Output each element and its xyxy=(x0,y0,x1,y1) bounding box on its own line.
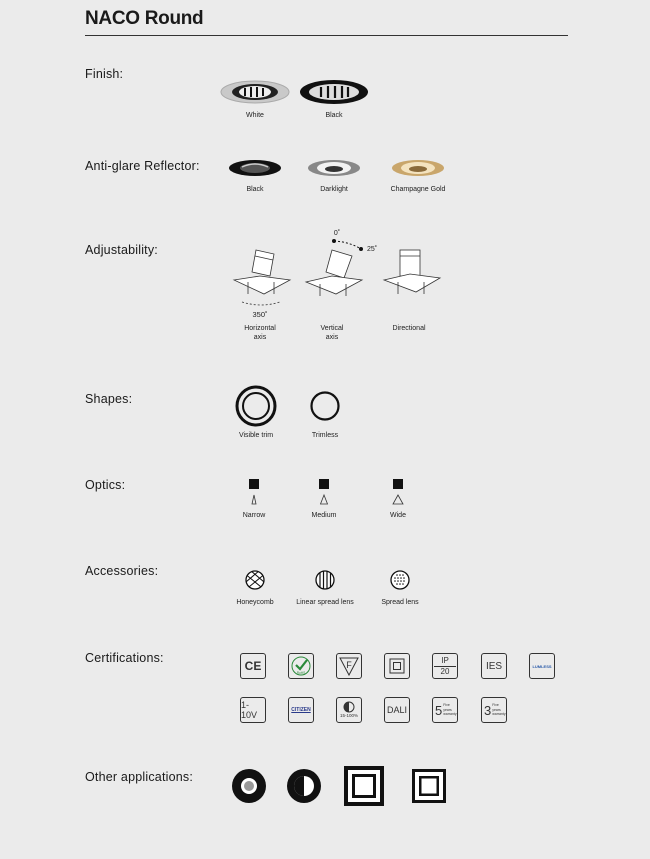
reflector-darklight-image xyxy=(307,158,361,178)
angle-end-label: 25˚ xyxy=(366,246,378,253)
spread-lens-caption: Spread lens xyxy=(381,599,419,606)
certifications-label: Certifications: xyxy=(85,651,164,665)
warranty-5-line3: warranty xyxy=(443,712,457,717)
f-mark-badge xyxy=(336,653,362,679)
directional-diagram xyxy=(380,246,444,302)
ip-text: IP xyxy=(441,655,449,665)
medium-beam-icon xyxy=(316,478,332,508)
wide-beam-icon xyxy=(390,478,406,508)
antiglare-label: Anti-glare Reflector: xyxy=(85,159,200,173)
warranty-5-text xyxy=(443,703,456,717)
horizontal-axis-caption: Horizontal axis xyxy=(244,325,276,341)
finish-black-caption: Black xyxy=(325,112,343,119)
double-square-icon xyxy=(389,658,405,674)
ip20-badge xyxy=(432,653,458,679)
warranty-5-badge xyxy=(432,697,458,723)
linear-spread-lens-caption: Linear spread lens xyxy=(296,599,354,606)
rohs-text: RoHS xyxy=(296,671,306,675)
angle-start-label: 0˚ xyxy=(333,230,341,237)
square-trim-app-icon xyxy=(343,765,385,807)
rohs-badge xyxy=(288,653,314,679)
medium-caption: Medium xyxy=(311,512,337,519)
warranty-3-number: 3 xyxy=(484,702,492,718)
warranty-5-line1: Five xyxy=(443,703,450,708)
shapes-label: Shapes: xyxy=(85,392,133,406)
rohs-check-icon xyxy=(290,655,312,677)
class-ii-badge xyxy=(384,653,410,679)
warranty-3-badge xyxy=(481,697,507,723)
finish-white-image xyxy=(220,79,290,105)
other-applications-label: Other applications: xyxy=(85,770,194,784)
trimless-caption: Trimless xyxy=(311,432,339,439)
ip-rating-text: 20 xyxy=(434,666,456,677)
reflector-champagne-gold-image xyxy=(391,158,445,178)
accessories-label: Accessories: xyxy=(85,564,159,578)
trimless-icon xyxy=(309,390,341,422)
warranty-5-line2: years xyxy=(443,707,452,712)
warranty-3-line1: Five xyxy=(492,703,499,708)
f-mark-text: F xyxy=(346,660,352,670)
horizontal-axis-diagram xyxy=(230,246,292,312)
ce-badge: CE xyxy=(240,653,266,679)
square-trimless-app-icon xyxy=(411,768,447,804)
vertical-axis-diagram xyxy=(300,230,380,312)
page-title: NACO Round xyxy=(85,8,204,29)
directional-caption: Directional xyxy=(392,325,426,332)
finish-label: Finish: xyxy=(85,67,124,81)
spread-lens-icon xyxy=(389,569,411,591)
wide-caption: Wide xyxy=(390,512,406,519)
title-divider xyxy=(85,35,568,36)
dim-range-text: 15-100% xyxy=(339,713,358,718)
warranty-3-line2: years xyxy=(492,707,501,712)
honeycomb-icon xyxy=(244,569,266,591)
finish-black-image xyxy=(299,78,369,106)
vertical-axis-caption: Vertical axis xyxy=(320,325,344,341)
linear-spread-lens-icon xyxy=(314,569,336,591)
warranty-5-number: 5 xyxy=(435,702,443,718)
dim-range-badge xyxy=(336,697,362,723)
reflector-black-image xyxy=(228,158,282,178)
dimming-1-10v-badge: 1-10V xyxy=(240,697,266,723)
warranty-3-line3: warranty xyxy=(492,712,506,717)
reflector-darklight-caption: Darklight xyxy=(320,186,348,193)
finish-white-caption: White xyxy=(246,112,264,119)
round-adjustable-app-icon xyxy=(286,768,322,804)
dali-badge: DALI xyxy=(384,697,410,723)
visible-trim-icon xyxy=(235,385,277,427)
warranty-3-text xyxy=(492,703,505,717)
narrow-caption: Narrow xyxy=(242,512,266,519)
honeycomb-caption: Honeycomb xyxy=(236,599,274,606)
lumless-badge: LUMLESS xyxy=(529,653,555,679)
dim-circle-icon xyxy=(342,701,356,713)
optics-label: Optics: xyxy=(85,478,126,492)
reflector-champagne-caption: Champagne Gold xyxy=(390,186,446,193)
visible-trim-caption: Visible trim xyxy=(238,432,274,439)
triangle-icon xyxy=(338,655,360,677)
adjustability-label: Adjustability: xyxy=(85,243,158,257)
citizen-badge: CITIZEN xyxy=(288,697,314,723)
round-recessed-app-icon xyxy=(231,768,267,804)
reflector-black-caption: Black xyxy=(246,186,264,193)
rotation-label: 350˚ xyxy=(252,310,268,319)
ies-badge: IES xyxy=(481,653,507,679)
narrow-beam-icon xyxy=(246,478,262,508)
